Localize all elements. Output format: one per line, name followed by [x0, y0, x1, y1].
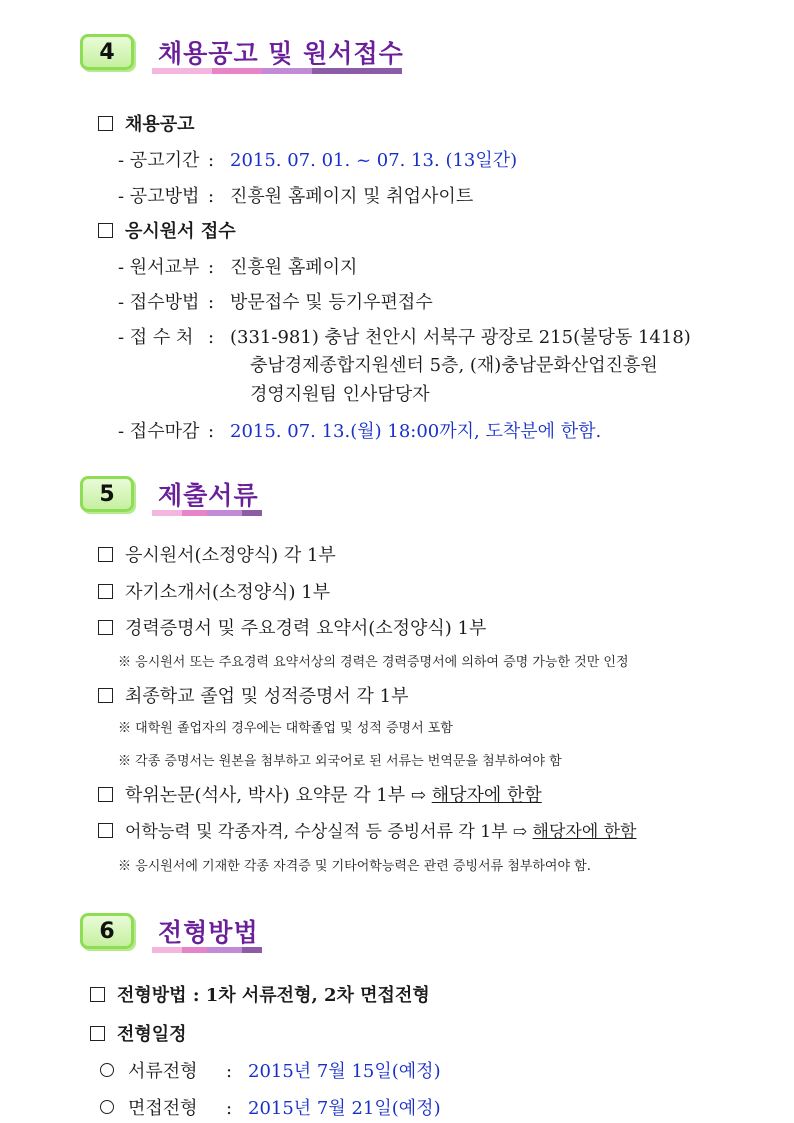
form-row: - 원서교부 : 진흥원 홈페이지	[118, 257, 358, 278]
checkbox-icon	[98, 823, 113, 838]
checkbox-icon	[90, 1026, 105, 1041]
checkbox-icon	[98, 688, 113, 703]
period-row: - 공고기간 : 2015. 07. 01. ~ 07. 13. (13일간)	[118, 150, 518, 171]
method-row: - 공고방법 : 진흥원 홈페이지 및 취업사이트	[118, 186, 474, 207]
circle-bullet-icon	[100, 1063, 114, 1077]
doc-item-4: 최종학교 졸업 및 성적증명서 각 1부	[98, 682, 409, 708]
checkbox-icon	[98, 547, 113, 562]
application-heading: 응시원서 접수	[98, 217, 236, 243]
section-header-6	[80, 913, 280, 957]
checkbox-icon	[98, 787, 113, 802]
section-number-badge: 5	[80, 476, 134, 512]
section-header-4	[80, 34, 410, 78]
doc-item-5: 학위논문(석사, 박사) 요약문 각 1부 ⇨ 해당자에 한함	[98, 781, 542, 807]
doc-item-6: 어학능력 및 각종자격, 수상실적 등 증빙서류 각 1부 ⇨ 해당자에 한함	[98, 817, 636, 842]
selection-method: 전형방법 : 1차 서류전형, 2차 면접전형	[90, 981, 430, 1007]
title-underline	[152, 947, 262, 953]
place-line-3: 경영지원팀 인사담당자	[250, 384, 430, 405]
section-header-5	[80, 476, 280, 520]
doc-note-4b: ※ 각종 증명서는 원본을 첨부하고 외국어로 된 서류는 번역문을 첨부하여야 함	[118, 754, 562, 769]
circle-bullet-icon	[100, 1100, 114, 1114]
interview-row: 면접전형 : 2015년 7월 21일(예정)	[100, 1094, 441, 1120]
doc-item-1: 응시원서(소정양식) 각 1부	[98, 541, 336, 567]
doc-screening-row: 서류전형 : 2015년 7월 15일(예정)	[100, 1057, 441, 1083]
deadline-value: 2015. 07. 13.(월) 18:00까지, 도착분에 한함.	[230, 421, 602, 442]
doc-item-2: 자기소개서(소정양식) 1부	[98, 578, 330, 604]
doc-item-3: 경력증명서 및 주요경력 요약서(소정양식) 1부	[98, 614, 486, 640]
interview-date: 2015년 7월 21일(예정)	[248, 1098, 441, 1119]
section-title: 전형방법	[158, 918, 259, 947]
period-value: 2015. 07. 01. ~ 07. 13. (13일간)	[230, 150, 518, 171]
applicable-only-note: 해당자에 한함	[431, 785, 542, 806]
section-number-badge: 6	[80, 913, 134, 949]
place-line-2: 충남경제종합지원센터 5층, (재)충남문화산업진흥원	[250, 355, 658, 376]
section-number-badge: 4	[80, 34, 134, 70]
doc-note-6: ※ 응시원서에 기재한 각종 자격증 및 기타어학능력은 관련 증빙서류 첨부하여야 함.	[118, 859, 591, 874]
checkbox-icon	[90, 987, 105, 1002]
applicable-only-note: 해당자에 한함	[532, 822, 637, 842]
title-underline	[152, 68, 402, 74]
title-underline	[152, 510, 262, 516]
checkbox-icon	[98, 584, 113, 599]
doc-screening-date: 2015년 7월 15일(예정)	[248, 1061, 441, 1082]
place-row: - 접 수 처 : (331-981) 충남 천안시 서북구 광장로 215(불당동 1418)	[118, 327, 691, 348]
section-title: 제출서류	[158, 481, 259, 510]
deadline-row: - 접수마감 : 2015. 07. 13.(월) 18:00까지, 도착분에 한함.	[118, 421, 602, 442]
doc-note-3: ※ 응시원서 또는 주요경력 요약서상의 경력은 경력증명서에 의하여 증명 가능한 것만 인정	[118, 655, 629, 670]
section-title: 채용공고 및 원서접수	[158, 39, 404, 68]
doc-note-4a: ※ 대학원 졸업자의 경우에는 대학졸업 및 성적 증명서 포함	[118, 721, 453, 736]
checkbox-icon	[98, 223, 113, 238]
checkbox-icon	[98, 116, 113, 131]
checkbox-icon	[98, 620, 113, 635]
recruit-heading: 채용공고	[98, 110, 195, 136]
schedule-heading: 전형일정	[90, 1020, 187, 1046]
submit-row: - 접수방법 : 방문접수 및 등기우편접수	[118, 292, 433, 313]
